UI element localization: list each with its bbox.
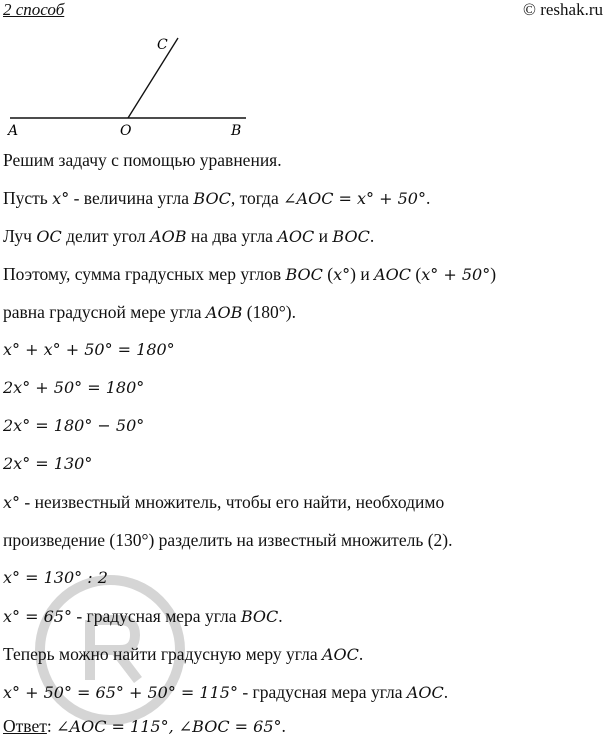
answer-label: Ответ <box>3 716 47 736</box>
equation-3: 2x° = 180° − 50° <box>3 416 145 435</box>
answer-line: Ответ: ∠AOC = 115°, ∠BOC = 65°. <box>3 716 286 736</box>
text-line-4: Поэтому, сумма градусных мер углов BOC (x°) и AOC (x° + 50°) <box>3 264 497 284</box>
equation-2: 2x° + 50° = 180° <box>3 378 145 397</box>
text-line-11: произведение (130°) разделить на известный множитель (2). <box>3 530 453 550</box>
text-line-15: x° + 50° = 65° + 50° = 115° - градусная мера угла AOC. <box>3 682 449 702</box>
angle-diagram <box>0 30 609 140</box>
label-o: O <box>120 123 132 139</box>
label-b: B <box>231 123 242 139</box>
ray-oc <box>128 38 178 118</box>
equation-1: x° + x° + 50° = 180° <box>3 340 175 359</box>
method-heading: 2 способ <box>3 0 65 19</box>
text-line-10: x° - неизвестный множитель, чтобы его найти, необходимо <box>3 492 445 512</box>
text-line-5: равна градусной мере угла AOB (180°). <box>3 302 297 322</box>
site-watermark-text: © reshak.ru <box>523 0 603 19</box>
equation-4: 2x° = 130° <box>3 454 93 473</box>
label-c: C <box>157 37 168 53</box>
text-line-3: Луч OC делит угол AOB на два угла AOC и BOC. <box>3 226 375 246</box>
text-line-1: Решим задачу с помощью уравнения. <box>3 150 282 170</box>
text-line-2: Пусть x° - величина угла BOC, тогда ∠AOC = x° + 50°. <box>3 188 431 208</box>
label-a: A <box>8 123 19 139</box>
text-line-13: x° = 65° - градусная мера угла BOC. <box>3 606 283 626</box>
text-line-14: Теперь можно найти градусную меру угла AOC. <box>3 644 364 664</box>
equation-5: x° = 130° : 2 <box>3 568 108 587</box>
